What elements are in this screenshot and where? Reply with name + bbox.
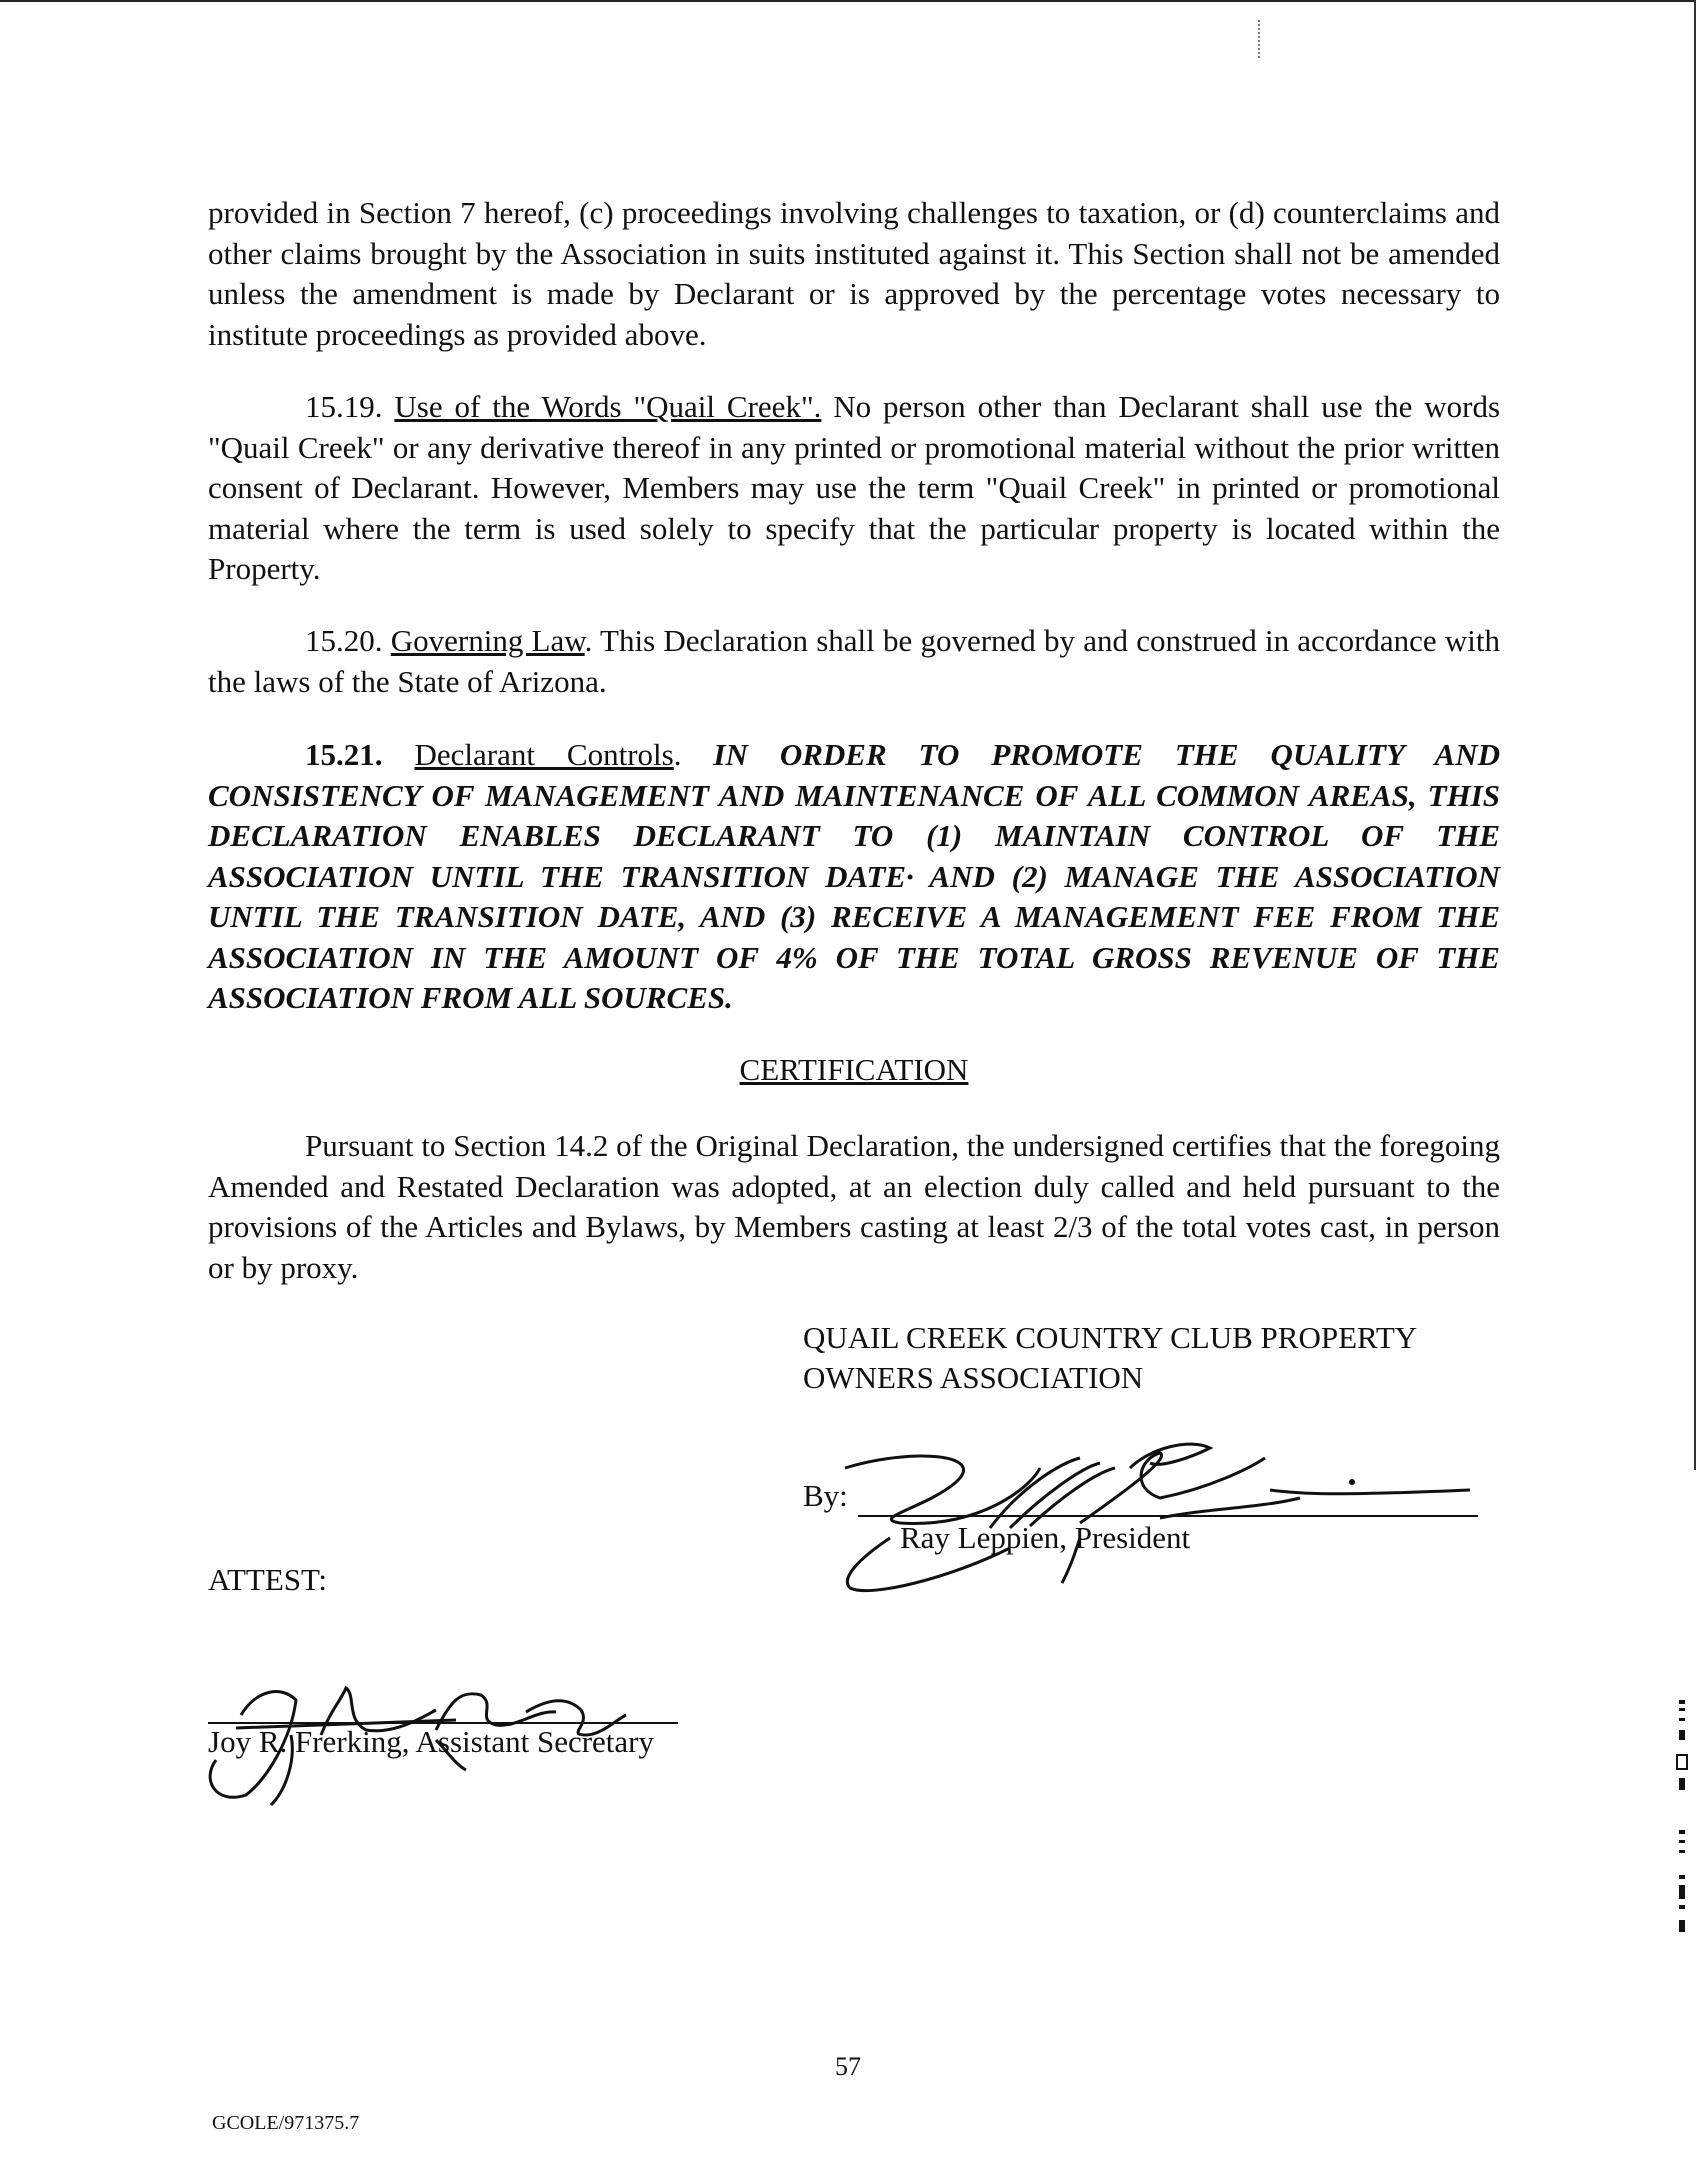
section-text: IN ORDER TO PROMOTE THE QUALITY AND CONSISTENCY OF MANAGEMENT AND MAINTENANCE OF ALL COMMON AREAS, THIS DECLARATION ENABLES DECLARANT TO (1) MAINTAIN CONTROL OF THE ASSOCIATION UNTIL THE TRANSITION DATE· AND (2) MANAGE THE ASSOCIATION UNTIL THE TRANSITION DATE, AND (3) RECEIVE A MANAGEMENT FEE FROM THE ASSOCIATION IN THE AMOUNT OF 4% OF THE TOTAL GROSS REVENUE OF THE ASSOCIATION FROM ALL SOURCES. [208,737,1500,1015]
secretary-name: Joy R. Frerking, Assistant Secretary [208,1724,655,1759]
page-number: 57 [835,2052,861,2081]
certification-text: Pursuant to Section 14.2 of the Original Declaration, the undersigned certifies that the foregoing Amended and Restated Declaration was adopted, at an election duly called and held pursuant to the provisions of the Articles and Bylaws, by Members casting at least 2/3 of the total votes cast, in person or by proxy. [208,1128,1500,1285]
margin-stamp-marks [1676,1700,1690,1990]
section-text: . This Declaration shall be governed by and construed in accordance with the laws of the State of Arizona. [208,623,1501,699]
section-text: No person other than Declarant shall use the words "Quail Creek" or any derivative thereof in any printed or promotional material without the prior written consent of Declarant. However, Members may use the term "Quail Creek" in printed or promotional material where the term is used solely to specify that the particular property is located within the Property. [208,389,1501,586]
president-name: Ray Leppien, President [900,1520,1191,1555]
president-signature [830,1428,1480,1598]
section-heading-period: . [673,737,682,772]
section-heading: Declarant Controls [414,737,674,772]
scan-top-edge [0,0,1696,2]
scan-artifact [1258,20,1262,58]
section-15-19 [208,387,1500,590]
document-id: GCOLE/971375.7 [212,2112,360,2134]
section-number: 15.20. [305,623,383,658]
continuation-paragraph [208,193,1500,355]
certification-paragraph [208,1126,1500,1288]
section-15-20 [208,621,1500,702]
section-number: 15.19. [305,389,383,424]
organization-name: QUAIL CREEK COUNTRY CLUB PROPERTY OWNERS ASSOCIATION [803,1320,1418,1395]
section-number: 15.21. [305,737,383,772]
section-heading: Use of the Words "Quail Creek". [394,389,822,424]
secretary-signature [196,1640,636,1810]
attest-label: ATTEST: [208,1562,328,1597]
section-heading: Governing Law [390,623,585,658]
continuation-text: provided in Section 7 hereof, (c) proceedings involving challenges to taxation, or (d) counterclaims and other claims brought by the Association in suits instituted against it. This Section shall not be amended unless the amendment is made by Declarant or is approved by the percentage votes necessary to institute proceedings as provided above. [208,195,1500,352]
section-15-21 [208,735,1500,1019]
certification-heading: CERTIFICATION [739,1052,969,1087]
by-label: By: [803,1478,848,1513]
